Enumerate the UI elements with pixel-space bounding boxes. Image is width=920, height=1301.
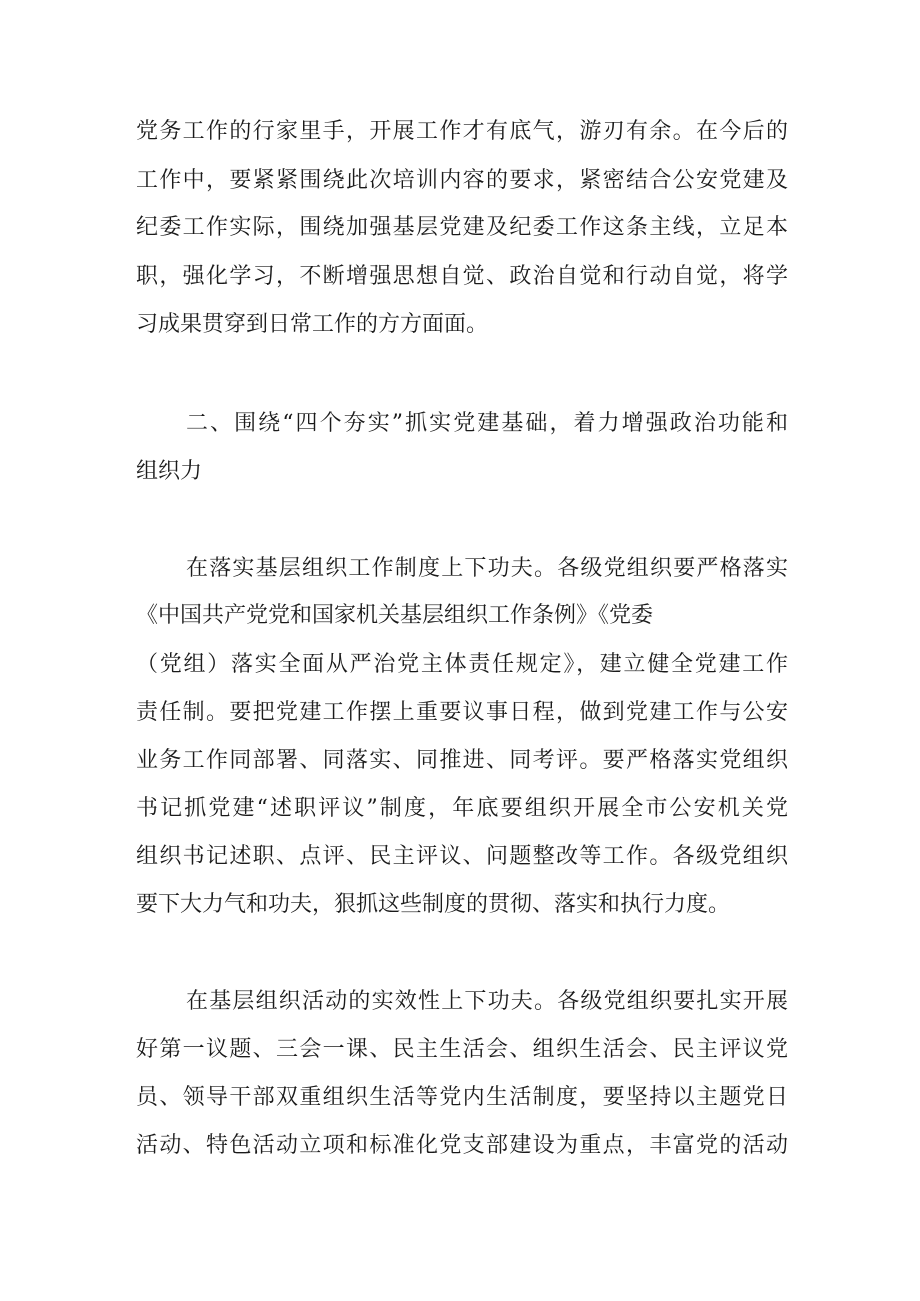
paragraph-2-line: 书记抓党建“述职评议”制度，年底要组织开展全市公安机关党 bbox=[136, 796, 788, 821]
paragraph-1-line: 工作中，要紧紧围绕此次培训内容的要求，紧密结合公安党建及 bbox=[136, 168, 788, 193]
paragraph-2-line: 《中国共产党党和国家机关基层组织工作条例》《党委 bbox=[136, 603, 654, 628]
paragraph-2-line: 组织书记述职、点评、民主评议、问题整改等工作。各级党组织 bbox=[136, 844, 788, 869]
section-heading-line: 组织力 bbox=[136, 459, 203, 484]
paragraph-3-line: 好第一议题、三会一课、民主生活会、组织生活会、民主评议党 bbox=[136, 1037, 788, 1062]
paragraph-2-line: 要下大力气和功夫，狠抓这些制度的贯彻、落实和执行力度。 bbox=[136, 892, 731, 917]
paragraph-2-line: 责任制。要把党建工作摆上重要议事日程，做到党建工作与公安 bbox=[136, 700, 788, 725]
paragraph-3-line: 在基层组织活动的实效性上下功夫。各级党组织要扎实开展 bbox=[186, 989, 788, 1014]
paragraph-1-line: 习成果贯穿到日常工作的方方面面。 bbox=[136, 312, 489, 337]
section-heading-line: 二、围绕“四个夯实”抓实党建基础，着力增强政治功能和 bbox=[186, 411, 788, 436]
paragraph-3-line: 活动、特色活动立项和标准化党支部建设为重点，丰富党的活动 bbox=[136, 1133, 788, 1158]
paragraph-2-line: 业务工作同部署、同落实、同推进、同考评。要严格落实党组织 bbox=[136, 748, 788, 773]
paragraph-2-line: 在落实基层组织工作制度上下功夫。各级党组织要严格落实 bbox=[186, 556, 788, 581]
paragraph-3-line: 员、领导干部双重组织生活等党内生活制度，要坚持以主题党日 bbox=[136, 1085, 788, 1110]
paragraph-1-line: 职，强化学习，不断增强思想自觉、政治自觉和行动自觉，将学 bbox=[136, 264, 788, 289]
paragraph-1-line: 党务工作的行家里手，开展工作才有底气，游刃有余。在今后的 bbox=[136, 119, 788, 144]
paragraph-1-line: 纪委工作实际，围绕加强基层党建及纪委工作这条主线，立足本 bbox=[136, 215, 788, 240]
paragraph-2-line: （党组）落实全面从严治党主体责任规定》，建立健全党建工作 bbox=[136, 652, 788, 677]
